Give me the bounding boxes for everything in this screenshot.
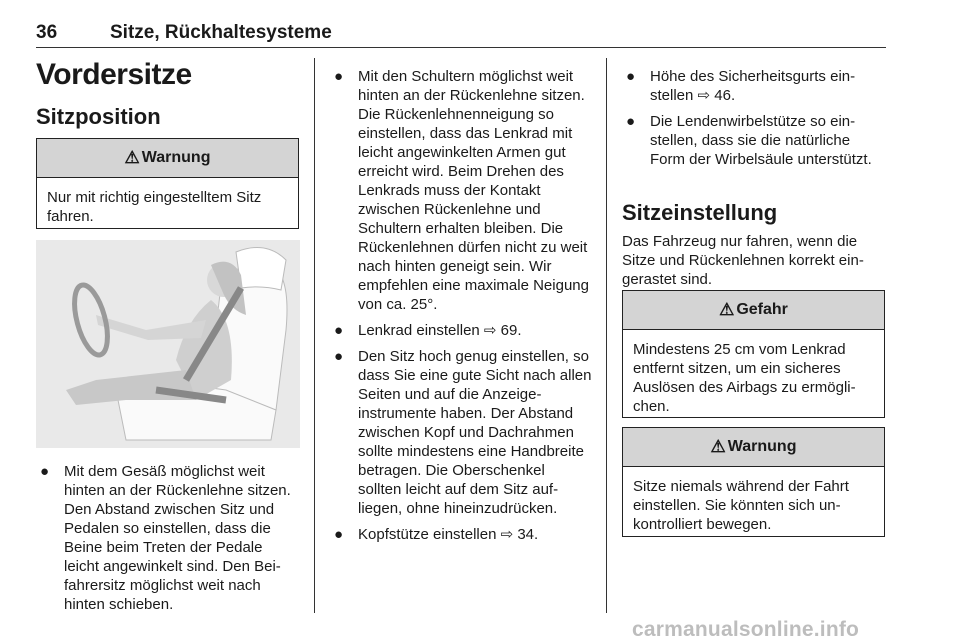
warning-box-header	[37, 139, 298, 178]
watermark: carmanualsonline.info	[632, 618, 860, 641]
warning-triangle-icon: ⚠	[124, 148, 140, 167]
warning-box	[36, 138, 299, 229]
col3-bullet-list	[622, 67, 886, 176]
warning-triangle-icon: ⚠	[719, 300, 735, 319]
list-item: ● Höhe des Sicherheitsgurts einstellen ⇨ 46.	[626, 68, 856, 104]
warning-label: Warnung	[727, 438, 797, 455]
subtitle: Sitzposition	[36, 104, 161, 129]
section-title: Sitze, Rückhaltesysteme	[110, 22, 332, 43]
page-header	[36, 22, 332, 44]
seat-position-illustration	[36, 240, 300, 448]
warning-text: Sitze niemals während der Fahrt einstellen. Sie könnten sich unkontrolliert bewegen.	[633, 478, 849, 533]
warning-triangle-icon: ⚠	[710, 437, 726, 456]
page-number: 36	[36, 22, 58, 43]
warning-box-header	[623, 428, 884, 467]
list-item: ● Kopfstütze einstellen ⇨ 34.	[334, 526, 539, 543]
danger-box-header	[623, 291, 884, 330]
list-item: ● Die Lendenwirbelstütze so einstellen, dass sie die natürliche Form der Wirbelsäule unterstützt.	[626, 113, 872, 168]
list-item: ● Lenkrad einstellen ⇨ 69.	[334, 322, 522, 339]
page-title: Vordersitze	[36, 58, 192, 91]
warning-label: Warnung	[141, 149, 211, 166]
col2-bullet-list	[330, 67, 592, 551]
column-divider-1	[314, 58, 315, 613]
danger-text: Mindestens 25 cm vom Lenkrad entfernt sitzen, um ein sicheres Auslösen des Airbags zu ermöglichen.	[633, 341, 856, 415]
list-item: ● Mit den Schultern möglichst weit hinten an der Rückenlehne sitzen. Die Rückenlehnenneigung so einstellen, dass das Lenkrad mit leicht angewinkelten Armen gut erreicht wird. Beim Drehen des Lenkrads muss der Kontakt zwischen Rückenlehne und Schultern erhalten bleiben. Die Rückenlehnen dürfen nicht zu weit nach hinten geneigt sein. Wir empfehlen eine maximale Neigung von ca. 25°.	[334, 68, 589, 313]
danger-label: Gefahr	[736, 301, 788, 318]
warning-box	[622, 427, 885, 537]
warning-text: Nur mit richtig eingestelltem Sitz fahren.	[47, 189, 262, 225]
col1-bullet-list	[36, 462, 300, 621]
list-item: ● Mit dem Gesäß möglichst weit hinten an der Rückenlehne sitzen. Den Abstand zwischen Sitz und Pedalen so einstellen, dass die Beine beim Treten der Pedale leicht angewinkelt sind. Den Beifahrersitz möglichst weit nach hinten schieben.	[40, 463, 291, 613]
section-heading: Sitzeinstellung	[622, 200, 778, 225]
danger-box	[622, 290, 885, 418]
column-divider-2	[606, 58, 607, 613]
section-paragraph: Das Fahrzeug nur fahren, wenn die Sitze und Rückenlehnen korrekt eingerastet sind.	[622, 233, 864, 288]
header-divider	[36, 47, 886, 48]
list-item: ● Den Sitz hoch genug einstellen, so dass Sie eine gute Sicht nach allen Seiten und auf die Anzeigeinstrumente haben. Der Abstand zwischen Kopf und Dachrahmen sollte mindestens eine Handbreite betragen. Die Oberschenkel sollten leicht auf dem Sitz aufliegen, ohne hineinzudrücken.	[334, 348, 592, 517]
